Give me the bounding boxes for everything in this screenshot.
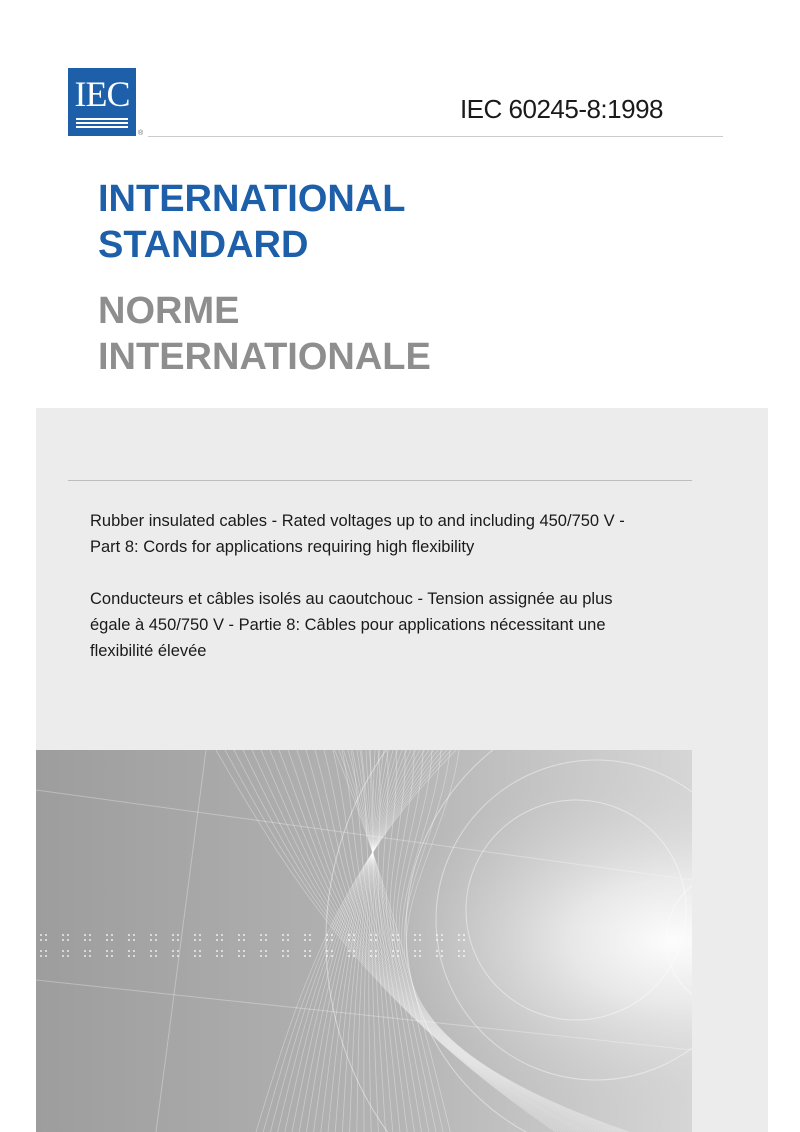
title-french-line2: INTERNATIONALE	[98, 336, 431, 378]
registered-mark: ®	[138, 130, 144, 137]
logo-text: IEC	[74, 74, 130, 114]
header-divider	[148, 136, 723, 137]
title-english	[98, 176, 406, 268]
title-french-line1: NORME	[98, 290, 240, 332]
description-french: Conducteurs et câbles isolés au caoutchouc - Tension assignée au plus égale à 450/750 V - Partie 8: Câbles pour applications nécessitant une flexibilité élevée	[90, 590, 613, 660]
title-english-line2: STANDARD	[98, 224, 309, 266]
cover-artwork	[36, 750, 692, 1132]
iec-logo	[68, 68, 136, 136]
standard-number: IEC 60245-8:1998	[459, 94, 663, 124]
title-english-line1: INTERNATIONAL	[98, 178, 406, 220]
description-english: Rubber insulated cables - Rated voltages up to and including 450/750 V - Part 8: Cords for applications requiring high flexibility	[90, 512, 625, 556]
panel-divider	[68, 480, 692, 481]
decorative-curves-graphic	[36, 750, 692, 1132]
title-french	[98, 288, 431, 380]
logo-lines-decoration	[76, 118, 128, 128]
